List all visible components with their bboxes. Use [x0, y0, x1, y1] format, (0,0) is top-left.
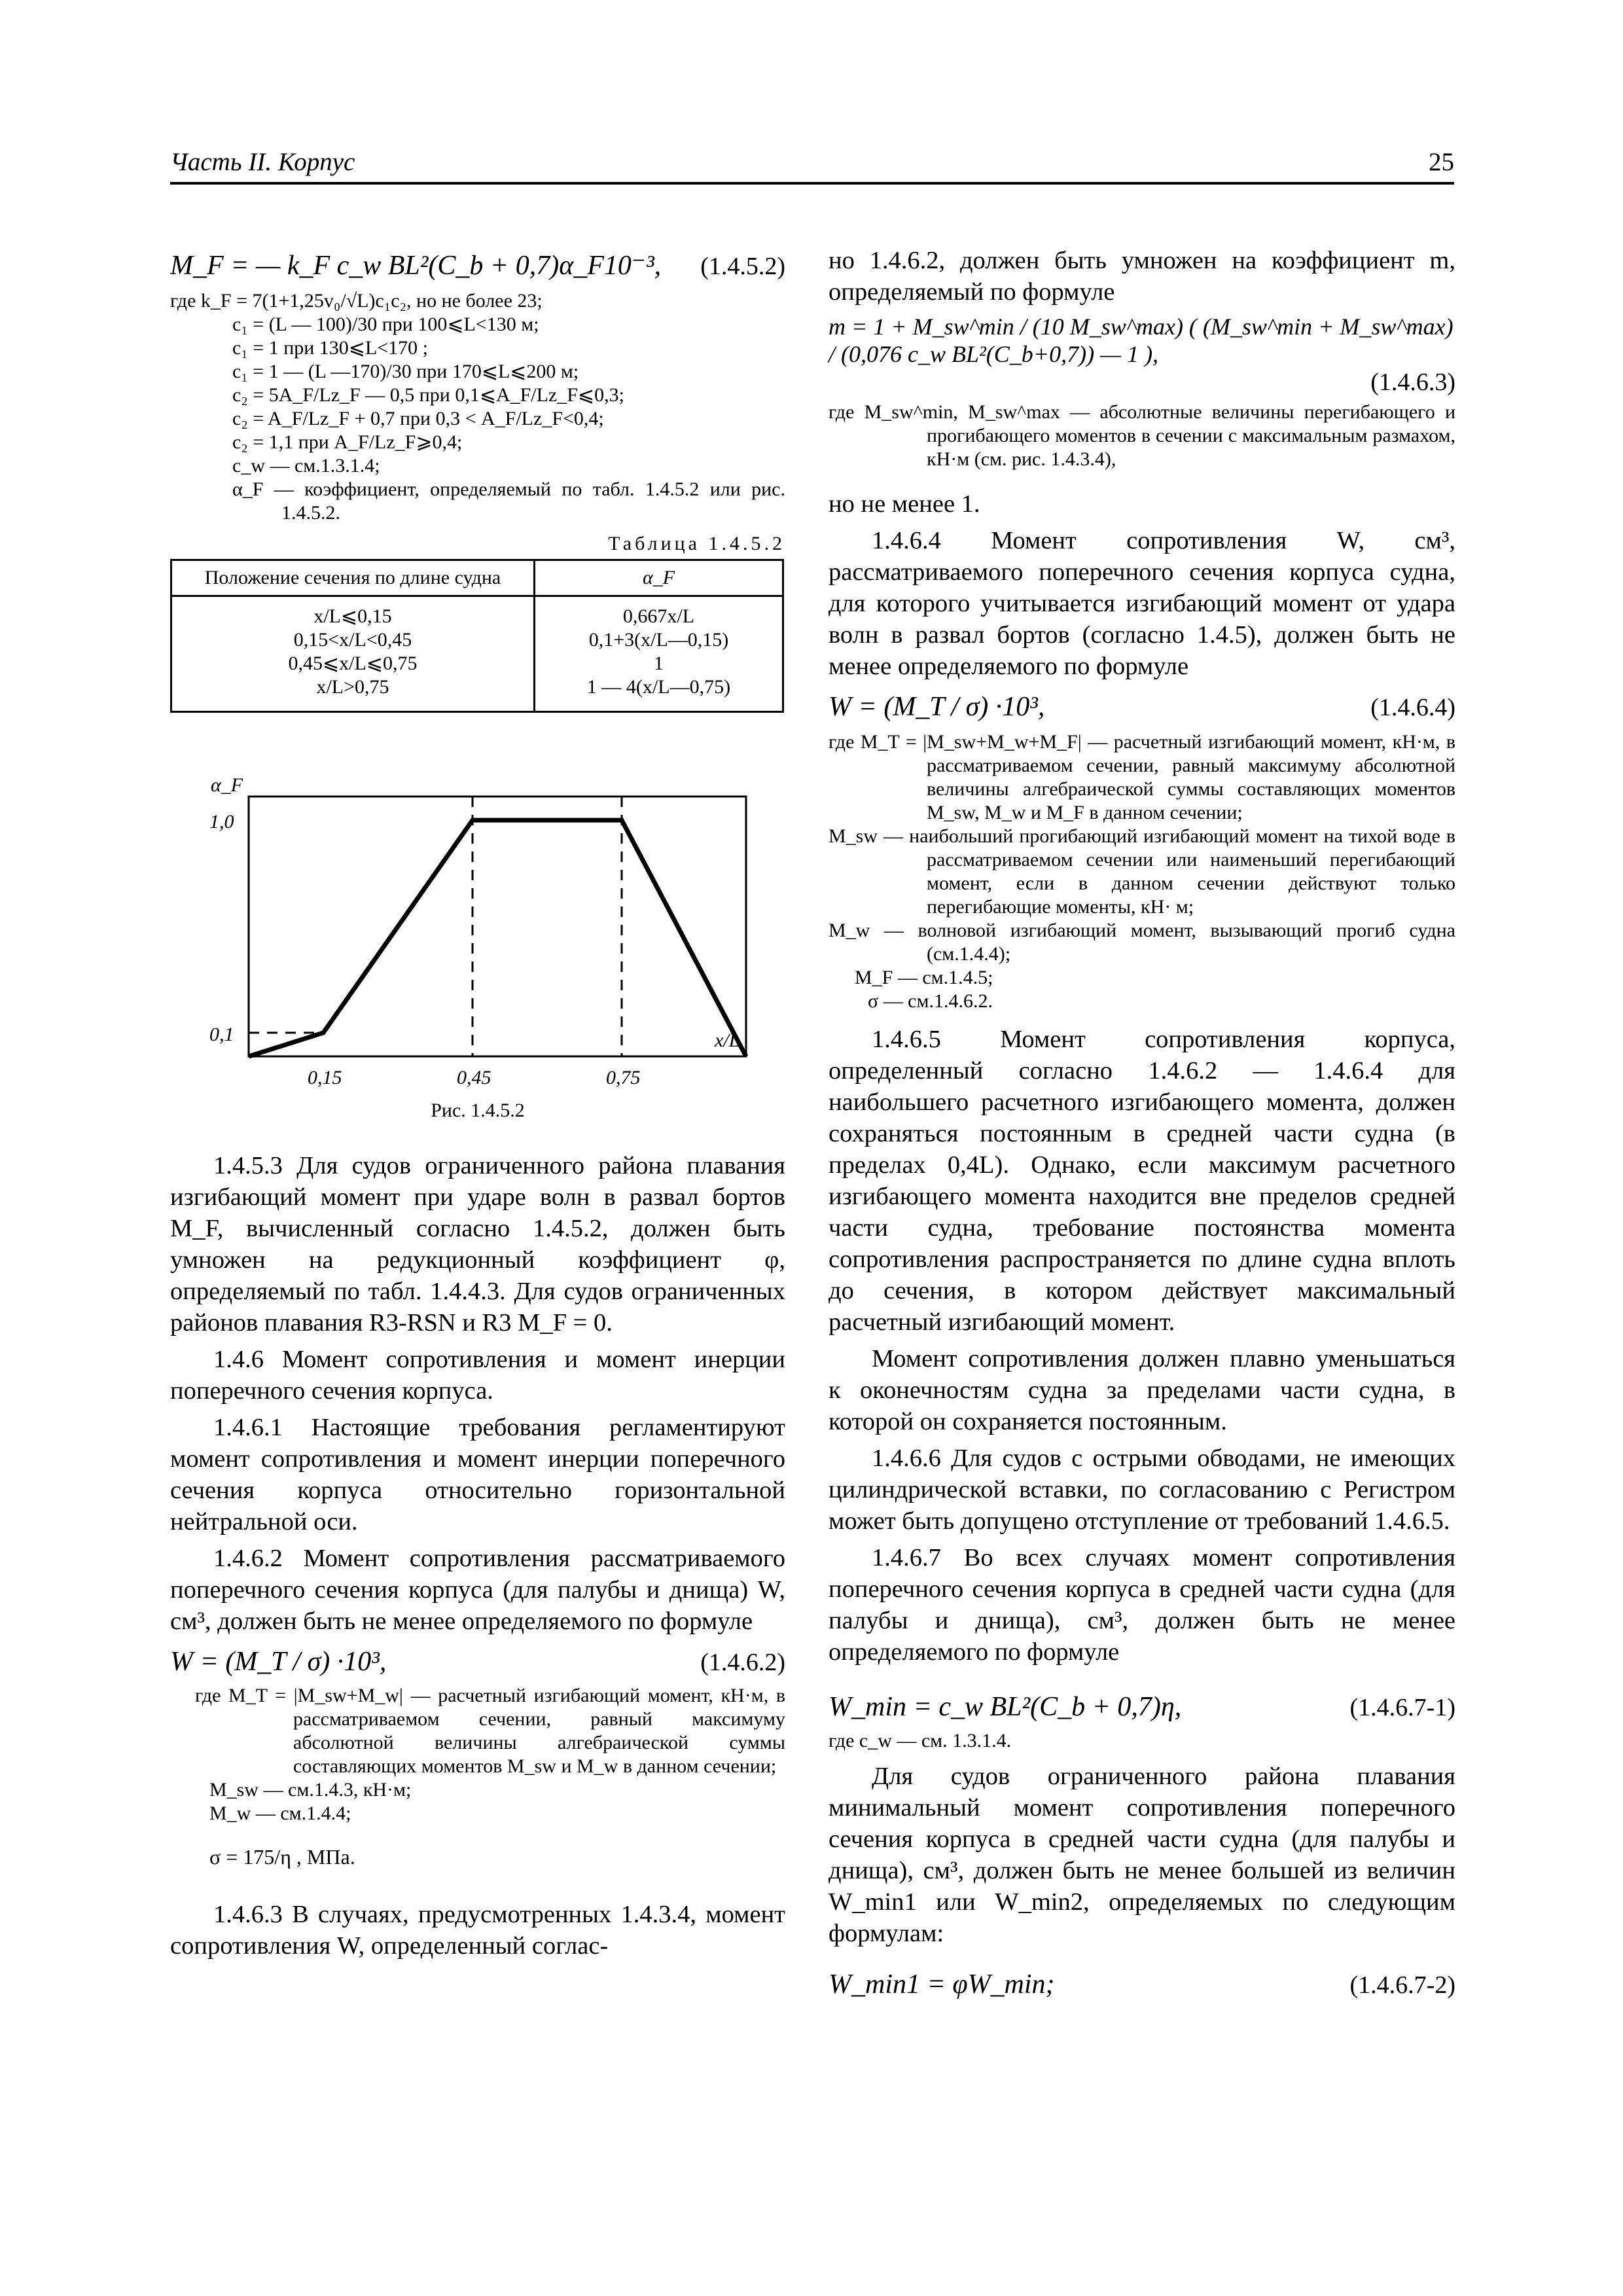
paragraph-not-less: но не менее 1. — [829, 490, 980, 518]
formula-expression: W_min = c_w BL²(C_b + 0,7)η, — [829, 1692, 1182, 1722]
paragraph-1-4-6-6: 1.4.6.6 Для судов с острыми обводами, не имеющих цилиндрической вставки, по согласованию с Регистром может быть допущено отступление от требований 1.4.6.5. — [829, 1444, 1455, 1535]
alpha-table — [170, 559, 784, 713]
table-value: 1 — 4(x/L—0,75) — [586, 676, 731, 698]
definition-line: M_w — волновой изгибающий момент, вызывающий прогиб судна (см.1.4.4); — [829, 920, 1455, 965]
formula-number: (1.4.6.4) — [1370, 694, 1455, 721]
definition-line: где M_T = |M_sw+M_w+M_F| — расчетный изгибающий момент, кН·м, в рассматриваемом сечении, равный максимуму абсолютной величины алгебраической суммы составляющих моментов M_sw, M_w и M_F в данном сечении; — [829, 731, 1455, 823]
formula-1-4-6-2 — [170, 1646, 785, 1677]
paragraph-1-4-6-1: 1.4.6.1 Настоящие требования регламентируют момент сопротивления и момент инерции поперечного сечения корпуса относительно горизонтальной нейтральной оси. — [170, 1414, 785, 1535]
definition-cw: где c_w — см. 1.3.1.4. — [829, 1730, 1012, 1751]
paragraph-1-4-6-4: 1.4.6.4 Момент сопротивления W, см³, рассматриваемого поперечного сечения корпуса судна, для которого учитывается изгибающий момент от удара волн в развал бортов (согласно 1.4.5), должен быть не менее определяемого по формуле — [829, 527, 1455, 680]
formula-expression: W = (M_T / σ) ·10³, — [829, 692, 1045, 722]
sigma-formula: σ = 175/η , МПа. — [209, 1845, 355, 1869]
definitions-mt — [170, 1684, 785, 1825]
formula-expression: m = 1 + M_sw^min / (10 M_sw^max) ( (M_sw^min + M_sw^max) / (0,076 c_w BL²(C_b+0,7)) — 1 ), — [829, 314, 1454, 367]
definition-line: c_w — см.1.3.1.4; — [232, 455, 380, 476]
alpha-series-line — [249, 820, 746, 1056]
table-value: 0,667x/L — [622, 605, 695, 627]
definition-line: где M_T = |M_sw+M_w| — расчетный изгибающий момент, кН·м, в рассматриваемом сечении, равный максимуму абсолютной величины алгебраической суммы составляющих моментов M_sw и M_w в данном сечении; — [195, 1685, 785, 1777]
table-value: 0,1+3(x/L—0,15) — [588, 629, 729, 651]
y-tick-label: 1,0 — [209, 811, 234, 833]
definitions-kf — [170, 289, 785, 525]
definition-line: c₁ = 1 — (L —170)/30 при 170⩽L⩽200 м; — [232, 361, 579, 382]
definition-line: c₂ = 5A_F/Lz_F — 0,5 при 0,1⩽A_F/Lz_F⩽0,3; — [232, 384, 624, 406]
y-axis-label: α_F — [211, 774, 243, 796]
formula-number: (1.4.6.7-1) — [1349, 1694, 1455, 1721]
paragraph-1-4-6: 1.4.6 Момент сопротивления и момент инерции поперечного сечения корпуса. — [170, 1346, 785, 1405]
definition-line: M_F — см.1.4.5; — [855, 967, 993, 988]
definition-line: c₂ = A_F/Lz_F + 0,7 при 0,3 < A_F/Lz_F<0,4; — [232, 408, 604, 429]
x-tick-label: 0,15 — [308, 1067, 342, 1088]
definition-line: c₁ = 1 при 130⩽L<170 ; — [232, 337, 429, 359]
table-header: α_F — [535, 560, 783, 596]
definition-line: где k_F = 7(1+1,25v₀/√L)c₁c₂, но не более 23; — [170, 290, 543, 312]
formula-expression: W_min1 = φW_min; — [829, 1969, 1055, 2000]
formula-1-4-6-3 — [829, 313, 1455, 368]
formula-number: (1.4.5.2) — [700, 253, 785, 280]
table-value: 1 — [654, 653, 664, 674]
table-header: Положение сечения по длине судна — [171, 560, 535, 596]
definition-line: σ — см.1.4.6.2. — [868, 990, 993, 1012]
alpha-f-chart — [170, 765, 785, 1092]
paragraph-continued: но 1.4.6.2, должен быть умножен на коэффициент m, определяемый по формуле — [829, 247, 1455, 306]
formula-expression: M_F = — k_F c_w BL²(C_b + 0,7)α_F10⁻³, — [170, 251, 662, 281]
formula-number: (1.4.6.3) — [1370, 368, 1455, 396]
definitions-mt-2 — [829, 730, 1455, 1013]
formula-number: (1.4.6.2) — [700, 1649, 785, 1676]
formula-1-4-6-4 — [829, 691, 1455, 723]
right-column — [829, 249, 1455, 2000]
left-column — [170, 249, 785, 1962]
paragraph-1-4-5-3: 1.4.5.3 Для судов ограниченного района плавания изгибающий момент при ударе волн в развал бортов M_F, вычисленный согласно 1.4.5.2, должен быть умножен на редукционный коэффициент φ, определяемый по табл. 1.4.4.3. Для судов ограниченных районов плавания R3-RSN и R3 M_F = 0. — [170, 1152, 785, 1336]
table-value: 0,45⩽x/L⩽0,75 — [288, 653, 418, 674]
x-axis-label: x/L — [715, 1030, 740, 1051]
paragraph-1-4-6-2: 1.4.6.2 Момент сопротивления рассматриваемого поперечного сечения корпуса (для палубы и днища) W, см³, должен быть не менее определяемого по формуле — [170, 1545, 785, 1635]
formula-expression: W = (M_T / σ) ·10³, — [170, 1647, 387, 1677]
page-number: 25 — [1429, 148, 1454, 176]
figure-caption: Рис. 1.4.5.2 — [431, 1100, 525, 1121]
formula-number: (1.4.6.7-2) — [1349, 1971, 1455, 1999]
definition-line: c₂ = 1,1 при A_F/Lz_F⩾0,4; — [232, 431, 463, 453]
page-header — [170, 145, 1454, 185]
paragraph-taper: Момент сопротивления должен плавно уменьшаться к оконечностям судна за пределами части судна, в которой он сохраняется постоянным. — [829, 1345, 1455, 1435]
formula-1-4-6-7-1 — [829, 1691, 1455, 1723]
definition-line: α_F — коэффициент, определяемый по табл. 1.4.5.2 или рис. 1.4.5.2. — [232, 478, 785, 524]
formula-1-4-5-2 — [170, 249, 785, 281]
paragraph-1-4-6-3: 1.4.6.3 В случаях, предусмотренных 1.4.3.4, момент сопротивления W, определенный соглас- — [170, 1901, 785, 1960]
formula-1-4-6-7-2 — [829, 1969, 1455, 2000]
table-cell — [535, 596, 783, 712]
definition-mmin-mmax: где M_sw^min, M_sw^max — абсолютные величины перегибающего и прогибающего моментов в сечении с максимальным размахом, кН·м (см. рис. 1.4.3.4), — [829, 401, 1455, 470]
definition-line: M_sw — наибольший прогибающий изгибающий момент на тихой воде в рассматриваемом сечении или наименьший перегибающий момент, если в данном сечении действуют только перегибающие моменты, кН· м; — [829, 825, 1455, 918]
table-cell — [171, 596, 535, 712]
table-value: 0,15<x/L<0,45 — [293, 629, 412, 651]
y-tick-label: 0,1 — [209, 1023, 234, 1045]
definition-line: M_w — см.1.4.4; — [209, 1803, 351, 1824]
table-value: x/L⩽0,15 — [313, 605, 392, 627]
x-tick-label: 0,45 — [457, 1067, 491, 1088]
definition-line: c₁ = (L — 100)/30 при 100⩽L<130 м; — [232, 314, 539, 335]
paragraph-restricted: Для судов ограниченного района плавания минимальный момент сопротивления поперечного сечения корпуса в средней части судна (для палубы и днища), см³, должен быть не менее большей из величин W_min1 или W_min2, определяемых по следующим формулам: — [829, 1763, 1455, 1947]
table-value: x/L>0,75 — [316, 676, 389, 698]
table-caption: Таблица 1.4.5.2 — [608, 533, 785, 554]
chart-frame — [249, 797, 746, 1056]
paragraph-1-4-6-7: 1.4.6.7 Во всех случаях момент сопротивления поперечного сечения корпуса в средней части судна (для палубы и днища), см³, должен быть не менее определяемого по формуле — [829, 1544, 1455, 1666]
running-title: Часть II. Корпус — [170, 148, 355, 176]
definition-line: M_sw — см.1.4.3, кН·м; — [209, 1779, 412, 1801]
paragraph-1-4-6-5: 1.4.6.5 Момент сопротивления корпуса, определенный согласно 1.4.6.2 — 1.4.6.4 для наибольшего расчетного изгибающего момента, должен сохраняться постоянным в средней части судна (в пределах 0,4L). Однако, если максимум расчетного изгибающего момента находится вне пределов средней части судна, требование постоянства момента сопротивления распространяется по длине судна вплоть до сечения, в котором действует максимальный расчетный изгибающий момент. — [829, 1026, 1455, 1336]
x-tick-label: 0,75 — [606, 1067, 641, 1088]
